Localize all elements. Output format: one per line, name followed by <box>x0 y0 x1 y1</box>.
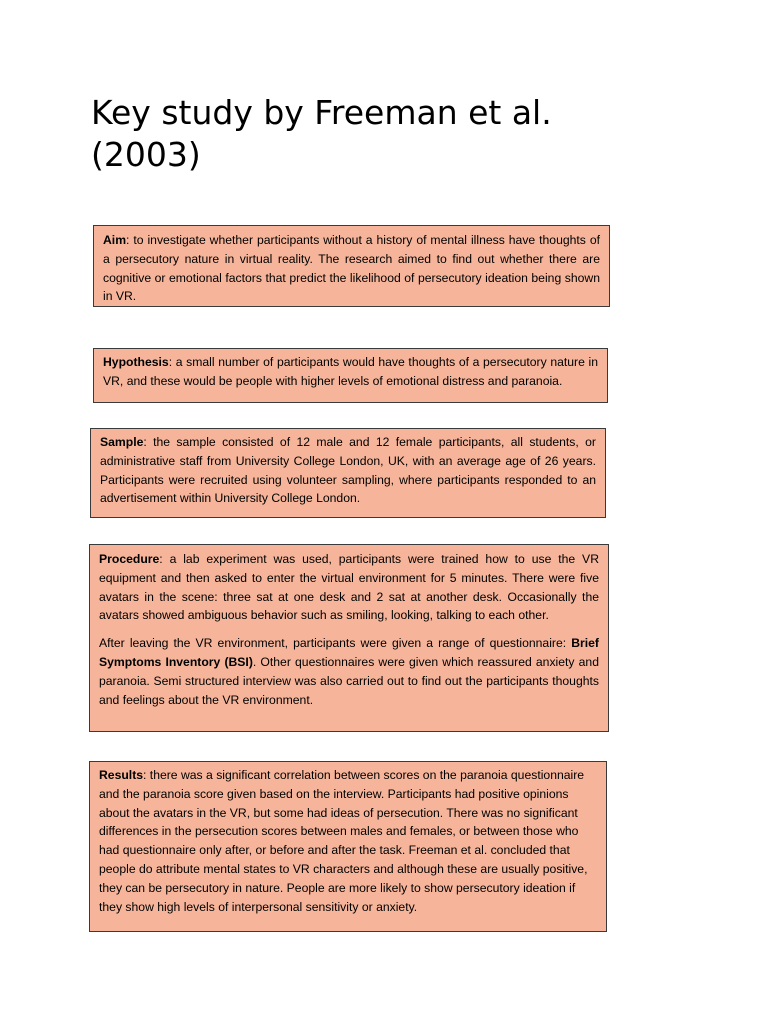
sample-label: Sample <box>100 435 144 449</box>
procedure-box <box>89 544 609 732</box>
sample-paragraph <box>100 433 596 508</box>
hypothesis-label: Hypothesis <box>103 355 169 369</box>
page-title: Key study by Freeman et al. (2003) <box>91 93 552 174</box>
results-text: : there was a significant correlation between scores on the paranoia questionnaire and the paranoia score given based on the interview. Participants had positive opinions about the avatars in the VR, but some had ideas of persecution. There was no significant differences in the persecution scores between males and females, or between those who had questionnaire only after, or before and after the task. Freeman et al. concluded that people do attribute mental states to VR characters and although these are usually positive, they can be persecutory in nature. People are more likely to show persecutory ideation if they show high levels of interpersonal sensitivity or anxiety. <box>99 768 588 914</box>
results-box <box>89 761 607 932</box>
procedure-paragraph-2 <box>99 634 599 709</box>
results-label: Results <box>99 768 144 782</box>
aim-text: : to investigate whether participants without a history of mental illness have thoughts of a persecutory nature in virtual reality. The research aimed to find out whether there are cognitive or emotional factors that predict the likelihood of persecutory ideation being shown in VR. <box>103 233 600 304</box>
procedure-label: Procedure <box>99 552 160 566</box>
results-paragraph <box>99 766 597 916</box>
aim-box <box>93 225 610 307</box>
procedure-text: : a lab experiment was used, participants were trained how to use the VR equipment and then asked to enter the virtual environment for 5 minutes. There were five avatars in the scene: three sat at one desk and 2 sat at another desk. Occasionally the avatars showed ambiguous behavior such as smiling, looking, talking to each other. <box>99 552 599 623</box>
procedure-para2-rest: . Other questionnaires were given which reassured anxiety and paranoia. Semi structured interview was also carried out to find out the participants thoughts and feelings about the VR environment. <box>99 654 599 707</box>
aim-label: Aim <box>103 233 127 247</box>
hypothesis-paragraph <box>103 353 598 391</box>
sample-text: : the sample consisted of 12 male and 12 female participants, all students, or administrative staff from University College London, UK, with an average age of 26 years. Participants were recruited using volunteer sampling, where participants responded to an advertisement within University College London. <box>100 435 596 506</box>
procedure-para2-intro: After leaving the VR environment, participants were given a range of questionnaire: <box>99 636 572 651</box>
hypothesis-text: : a small number of participants would have thoughts of a persecutory nature in VR, and these would be people with higher levels of emotional distress and paranoia. <box>103 355 598 388</box>
procedure-bsi-label: Brief Symptoms Inventory (BSI) <box>99 636 599 669</box>
sample-box <box>90 428 606 518</box>
procedure-paragraph-1 <box>99 550 599 625</box>
hypothesis-box <box>93 348 608 403</box>
aim-paragraph <box>103 231 600 306</box>
